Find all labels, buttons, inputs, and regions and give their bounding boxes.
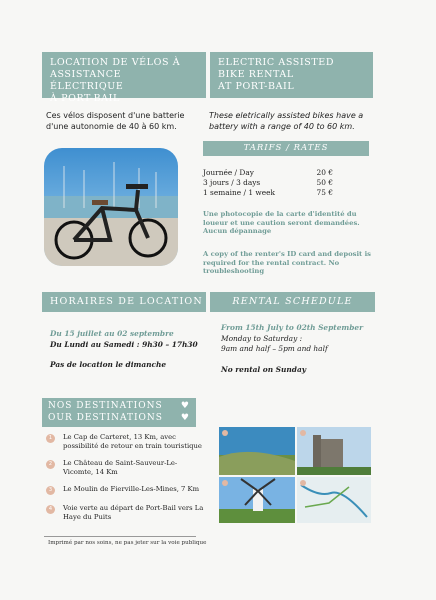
schedule-en — [221, 323, 381, 375]
destination-text: Le Cap de Carteret, 13 Km, avec possibilité de retour en train touristique — [63, 433, 202, 450]
footer-divider — [44, 536, 196, 537]
destinations-title-en: OUR DESTINATIONS — [48, 413, 163, 423]
destinations-list — [46, 433, 206, 531]
intro-fr: Ces vélos disposent d'une batterie d'une autonomie de 40 à 60 km. — [46, 111, 185, 131]
header-fr-line: ASSISTANCE ÉLECTRIQUE — [50, 69, 124, 92]
schedule-en-closed: No rental on Sunday — [221, 364, 307, 374]
rate-row — [203, 188, 333, 198]
destination-item — [46, 433, 206, 450]
destinations-title-line — [48, 400, 190, 412]
destinations-title — [42, 398, 196, 427]
destination-text: Le Moulin de Fierville-Les-Mines, 7 Km — [63, 485, 200, 494]
number-badge: 3 — [46, 486, 55, 495]
rates-table — [203, 168, 333, 198]
heart-icon: ♥ — [180, 413, 190, 423]
header-fr — [42, 52, 206, 104]
destinations-title-fr: NOS DESTINATIONS — [48, 401, 163, 411]
tarifs-note-fr: Une photocopie de la carte d'identité du loueur et une caution seront demandées. Aucun dépannage — [203, 210, 360, 236]
rate-price: 20 € — [316, 168, 333, 177]
rate-label: Journée / Day — [203, 168, 254, 177]
bike-image — [44, 148, 178, 266]
rate-row — [203, 178, 333, 188]
destination-item — [46, 459, 206, 476]
bike-photo — [44, 148, 178, 266]
number-badge: 1 — [46, 434, 55, 443]
header-en — [210, 52, 373, 98]
header-fr-line: LOCATION DE VÉLOS À — [50, 57, 181, 68]
destination-item — [46, 485, 206, 495]
number-badge: 4 — [46, 505, 55, 514]
destination-text: Voie verte au départ de Port-Bail vers La Haye du Puits — [63, 504, 204, 521]
schedule-fr-hours: Du Lundi au Samedi : 9h30 – 17h30 — [50, 339, 198, 349]
collage-image — [219, 427, 371, 523]
schedule-en-hours: 9am and half – 5pm and half — [221, 344, 328, 353]
schedule-en-period: From 15th July to 02th September — [221, 323, 363, 332]
rate-row — [203, 168, 333, 178]
header-en-line: ELECTRIC ASSISTED — [218, 57, 335, 68]
rate-label: 1 semaine / 1 week — [203, 188, 275, 197]
header-en-line: BIKE RENTAL — [218, 69, 294, 80]
intro-en: These eletrically assisted bikes have a battery with a range of 40 to 60 km. — [209, 111, 364, 131]
schedule-fr-period: Du 15 juillet au 02 septembre — [50, 329, 174, 338]
destinations-title-line — [48, 412, 190, 424]
schedule-fr-closed: Pas de location le dimanche — [50, 360, 167, 369]
rate-price: 50 € — [316, 178, 333, 187]
schedule-title-fr: HORAIRES DE LOCATION — [42, 292, 206, 312]
destination-text: Le Château de Saint-Sauveur-Le-Vicomte, 14 Km — [63, 459, 178, 476]
schedule-title-en: RENTAL SCHEDULE — [210, 292, 375, 312]
header-en-line: AT PORT-BAIL — [218, 81, 295, 92]
number-badge: 2 — [46, 460, 55, 469]
tarifs-title: TARIFS / RATES — [203, 141, 369, 156]
tarifs-note-en: A copy of the renter's ID card and deposit is required for the rental contract. No troubleshooting — [203, 250, 371, 276]
destinations-photo-collage — [219, 427, 371, 523]
footer-note: Imprimé par nos soins, ne pas jeter sur la voie publique — [48, 540, 207, 546]
destination-item — [46, 504, 206, 521]
rate-label: 3 jours / 3 days — [203, 178, 261, 187]
heart-icon: ♥ — [180, 401, 190, 411]
schedule-en-days: Monday to Saturday : — [221, 333, 303, 343]
header-fr-line: À PORT-BAIL — [50, 93, 120, 104]
rate-price: 75 € — [316, 188, 333, 197]
schedule-fr — [50, 329, 215, 371]
